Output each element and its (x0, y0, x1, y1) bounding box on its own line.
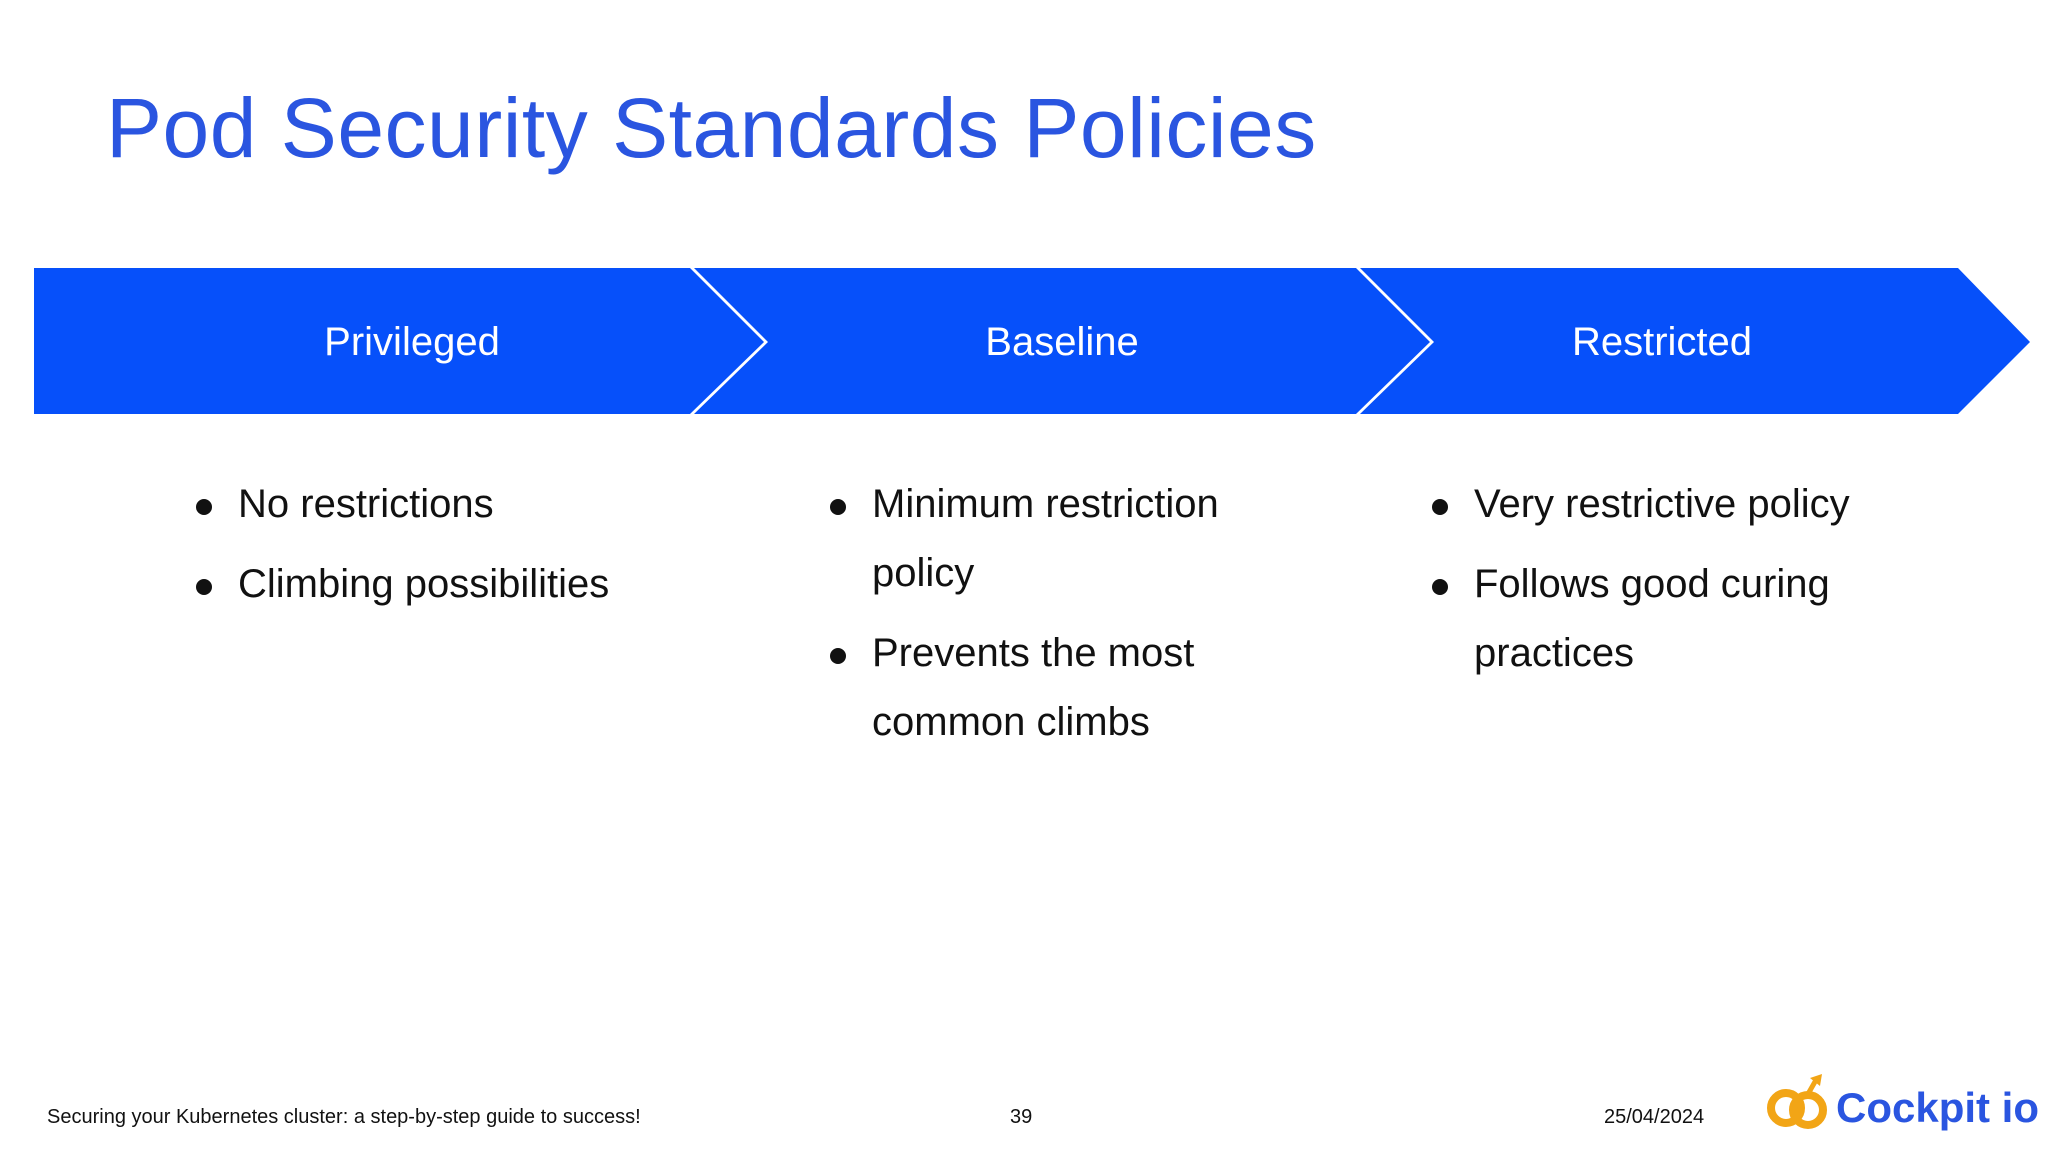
bullet-text: Prevents the most common climbs (872, 631, 1195, 744)
stage-label-privileged: Privileged (324, 320, 500, 364)
bullet-dot-icon (196, 579, 212, 595)
bullet-list-baseline (830, 470, 1290, 768)
list-item (830, 619, 1290, 757)
bullet-text: Follows good curing practices (1474, 562, 1830, 675)
stage-label-restricted: Restricted (1571, 320, 1753, 364)
bullet-dot-icon (830, 499, 846, 515)
footer-caption: Securing your Kubernetes cluster: a step-by-step guide to success! (47, 1106, 641, 1128)
bullet-text: No restrictions (238, 482, 494, 526)
list-item (196, 470, 716, 539)
bullet-dot-icon (1432, 579, 1448, 595)
bullet-list-restricted (1432, 470, 1912, 699)
bullet-text: Minimum restriction policy (872, 482, 1219, 595)
bullet-text: Climbing possibilities (238, 562, 610, 606)
cockpit-logo (1766, 1078, 2039, 1138)
bullet-list-privileged (196, 470, 716, 630)
list-item (1432, 550, 1912, 688)
stage-label-baseline: Baseline (985, 320, 1139, 364)
bullet-dot-icon (196, 499, 212, 515)
list-item (1432, 470, 1912, 539)
list-item (830, 470, 1290, 608)
bullet-text: Very restrictive policy (1474, 482, 1850, 526)
list-item (196, 550, 716, 619)
logo-wordmark: Cockpit io (1836, 1084, 2040, 1131)
bullet-dot-icon (1432, 499, 1448, 515)
page-number: 39 (1010, 1106, 1033, 1128)
footer-date: 25/04/2024 (1604, 1106, 1705, 1128)
bullet-dot-icon (830, 648, 846, 664)
slide-title: Pod Security Standards Policies (106, 81, 1317, 175)
